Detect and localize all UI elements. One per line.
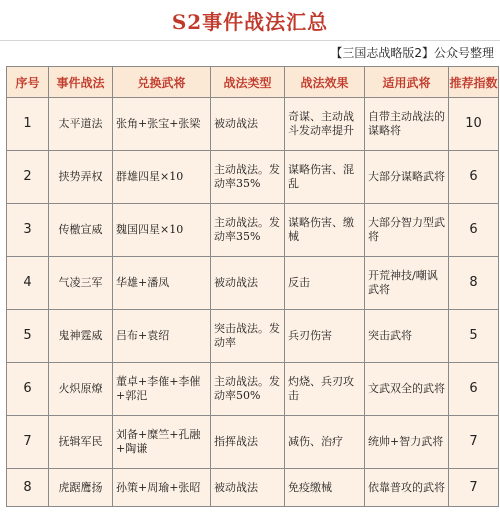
cell-no: 1 (7, 98, 49, 151)
cell-effect: 减伤、治疗 (285, 416, 365, 469)
cell-generals: 孙策+周瑜+张昭 (113, 469, 211, 507)
cell-effect: 灼烧、兵刃攻击 (285, 363, 365, 416)
cell-no: 6 (7, 363, 49, 416)
cell-fit: 开荒神技/嘲讽武将 (365, 257, 449, 310)
column-header-effect: 战法效果 (285, 67, 365, 98)
cell-no: 8 (7, 469, 49, 507)
cell-type: 主动战法。发动率35% (211, 204, 285, 257)
cell-type: 指挥战法 (211, 416, 285, 469)
table-header-row (7, 67, 499, 98)
cell-score: 7 (449, 416, 499, 469)
cell-fit: 依靠普攻的武将 (365, 469, 449, 507)
cell-type: 突击战法。发动率 (211, 310, 285, 363)
column-header-type: 战法类型 (211, 67, 285, 98)
cell-type: 被动战法 (211, 469, 285, 507)
table-row (7, 257, 499, 310)
cell-generals: 吕布+袁绍 (113, 310, 211, 363)
cell-score: 6 (449, 151, 499, 204)
cell-no: 2 (7, 151, 49, 204)
cell-effect: 反击 (285, 257, 365, 310)
cell-skill: 太平道法 (49, 98, 113, 151)
table-row (7, 98, 499, 151)
column-header-skill: 事件战法 (49, 67, 113, 98)
cell-score: 8 (449, 257, 499, 310)
cell-generals: 魏国四星×10 (113, 204, 211, 257)
cell-generals: 群雄四星×10 (113, 151, 211, 204)
cell-score: 6 (449, 363, 499, 416)
cell-generals: 华雄+潘凤 (113, 257, 211, 310)
table-row (7, 469, 499, 507)
cell-score: 5 (449, 310, 499, 363)
cell-type: 被动战法 (211, 257, 285, 310)
cell-effect: 谋略伤害、缴械 (285, 204, 365, 257)
cell-fit: 自带主动战法的谋略将 (365, 98, 449, 151)
cell-fit: 大部分智力型武将 (365, 204, 449, 257)
cell-score: 6 (449, 204, 499, 257)
column-header-score: 推荐指数 (449, 67, 499, 98)
cell-no: 3 (7, 204, 49, 257)
table-row (7, 416, 499, 469)
source-note: 【三国志战略版2】公众号整理 (330, 46, 494, 60)
cell-score: 7 (449, 469, 499, 507)
skills-table (6, 66, 499, 507)
cell-fit: 统帅+智力武将 (365, 416, 449, 469)
cell-generals: 张角+张宝+张梁 (113, 98, 211, 151)
cell-no: 5 (7, 310, 49, 363)
cell-fit: 大部分谋略武将 (365, 151, 449, 204)
cell-type: 被动战法 (211, 98, 285, 151)
cell-effect: 兵刃伤害 (285, 310, 365, 363)
cell-skill: 气凌三军 (49, 257, 113, 310)
column-header-no: 序号 (7, 67, 49, 98)
cell-type: 主动战法。发动率50% (211, 363, 285, 416)
cell-skill: 鬼神霆威 (49, 310, 113, 363)
cell-score: 10 (449, 98, 499, 151)
subtitle-row (0, 40, 500, 65)
table-row (7, 204, 499, 257)
cell-skill: 火炽原燎 (49, 363, 113, 416)
cell-type: 主动战法。发动率35% (211, 151, 285, 204)
cell-fit: 文武双全的武将 (365, 363, 449, 416)
cell-no: 4 (7, 257, 49, 310)
cell-effect: 谋略伤害、混乱 (285, 151, 365, 204)
sheet-title: S2事件战法汇总 (171, 9, 329, 34)
cell-skill: 虎踞鹰扬 (49, 469, 113, 507)
cell-effect: 免疫缴械 (285, 469, 365, 507)
cell-no: 7 (7, 416, 49, 469)
cell-fit: 突击武将 (365, 310, 449, 363)
cell-generals: 刘备+糜竺+孔融+陶谦 (113, 416, 211, 469)
column-header-generals: 兑换武将 (113, 67, 211, 98)
table-row (7, 310, 499, 363)
table-row (7, 363, 499, 416)
cell-skill: 抚辑军民 (49, 416, 113, 469)
cell-skill: 挟势弄权 (49, 151, 113, 204)
cell-skill: 传檄宣威 (49, 204, 113, 257)
column-header-fit: 适用武将 (365, 67, 449, 98)
table-row (7, 151, 499, 204)
cell-effect: 奇谋、主动战斗发动率提升 (285, 98, 365, 151)
cell-generals: 董卓+李傕+李催+郭汜 (113, 363, 211, 416)
